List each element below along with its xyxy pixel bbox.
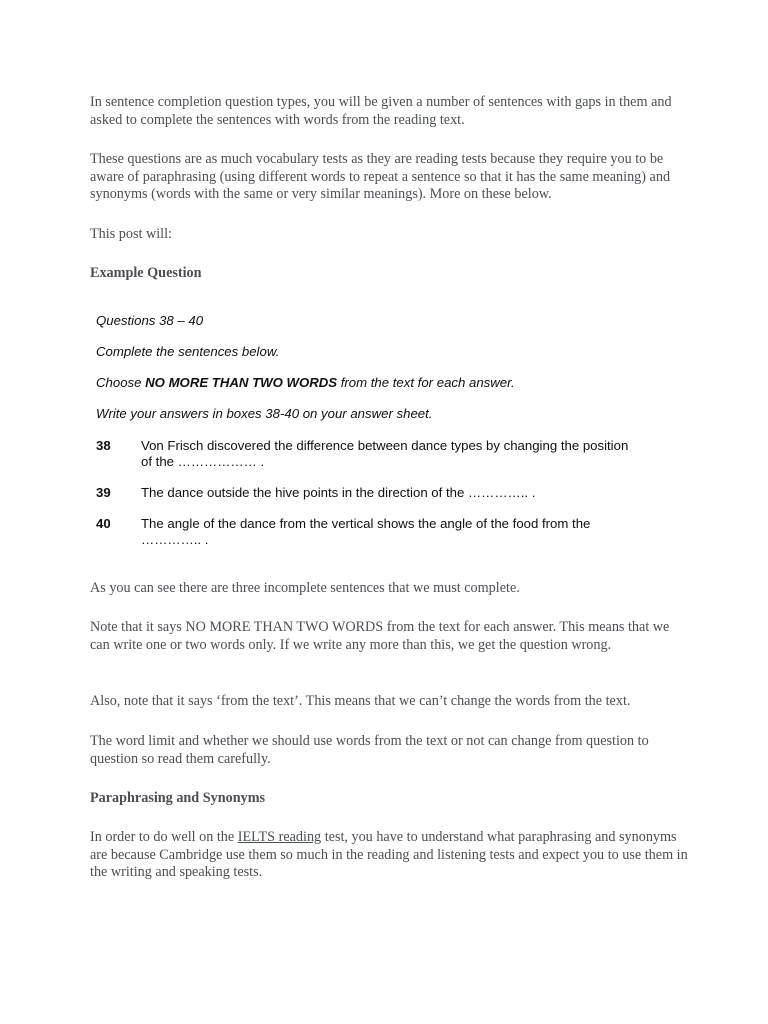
question-text: Von Frisch discovered the difference between dance types by changing the position bbox=[141, 438, 629, 453]
question-blank: ………….. . bbox=[141, 532, 209, 547]
word-limit-emphasis: NO MORE THAN TWO WORDS bbox=[145, 375, 338, 390]
question-item-38 bbox=[96, 438, 656, 472]
question-number: 39 bbox=[96, 485, 111, 500]
paraphrasing-paragraph: In order to do well on the IELTS reading test, you have to understand what paraphrasing and synonyms are because Cambridge use them so much in the reading and listening tests and expect you to use them in the writing and speaking tests. bbox=[90, 829, 688, 880]
paraphrasing-heading: Paraphrasing and Synonyms bbox=[90, 790, 266, 806]
post-will-paragraph: This post will: bbox=[90, 226, 172, 242]
question-title: Questions 38 – 40 bbox=[96, 313, 204, 328]
question-blank: of the ……………… . bbox=[141, 454, 265, 469]
word-limit-paragraph: Note that it says NO MORE THAN TWO WORDS from the text for each answer. This means that we can write one or two words only. If we write any more than this, we get the question wrong. bbox=[90, 619, 670, 653]
question-item-40 bbox=[96, 516, 656, 550]
word-limit-varies-paragraph: The word limit and whether we should use words from the text or not can change from question to question so read them carefully. bbox=[90, 733, 649, 767]
question-instruction-complete: Complete the sentences below. bbox=[96, 344, 280, 359]
question-number: 40 bbox=[96, 516, 111, 531]
question-number: 38 bbox=[96, 438, 111, 453]
example-question-heading: Example Question bbox=[90, 265, 202, 281]
vocabulary-paragraph: These questions are as much vocabulary tests as they are reading tests because they require you to be aware of paraphrasing (using different words to repeat a sentence so that it has the same meaning) and synonyms (words with the same or very similar meanings). More on these below. bbox=[90, 151, 671, 202]
question-text: The dance outside the hive points in the direction of the ………….. . bbox=[141, 485, 536, 500]
from-text-paragraph: Also, note that it says ‘from the text’. This means that we can’t change the words from the text. bbox=[90, 693, 631, 709]
three-sentences-paragraph: As you can see there are three incomplete sentences that we must complete. bbox=[90, 580, 520, 596]
intro-paragraph: In sentence completion question types, you will be given a number of sentences with gaps in them and asked to complete the sentences with words from the reading text. bbox=[90, 94, 672, 128]
question-instruction-choose: Choose NO MORE THAN TWO WORDS from the text for each answer. bbox=[96, 375, 515, 390]
question-item-39 bbox=[96, 485, 656, 503]
ielts-reading-link[interactable]: IELTS reading bbox=[237, 829, 322, 845]
question-text: The angle of the dance from the vertical shows the angle of the food from the bbox=[141, 516, 591, 531]
question-instruction-write: Write your answers in boxes 38-40 on your answer sheet. bbox=[96, 406, 433, 421]
